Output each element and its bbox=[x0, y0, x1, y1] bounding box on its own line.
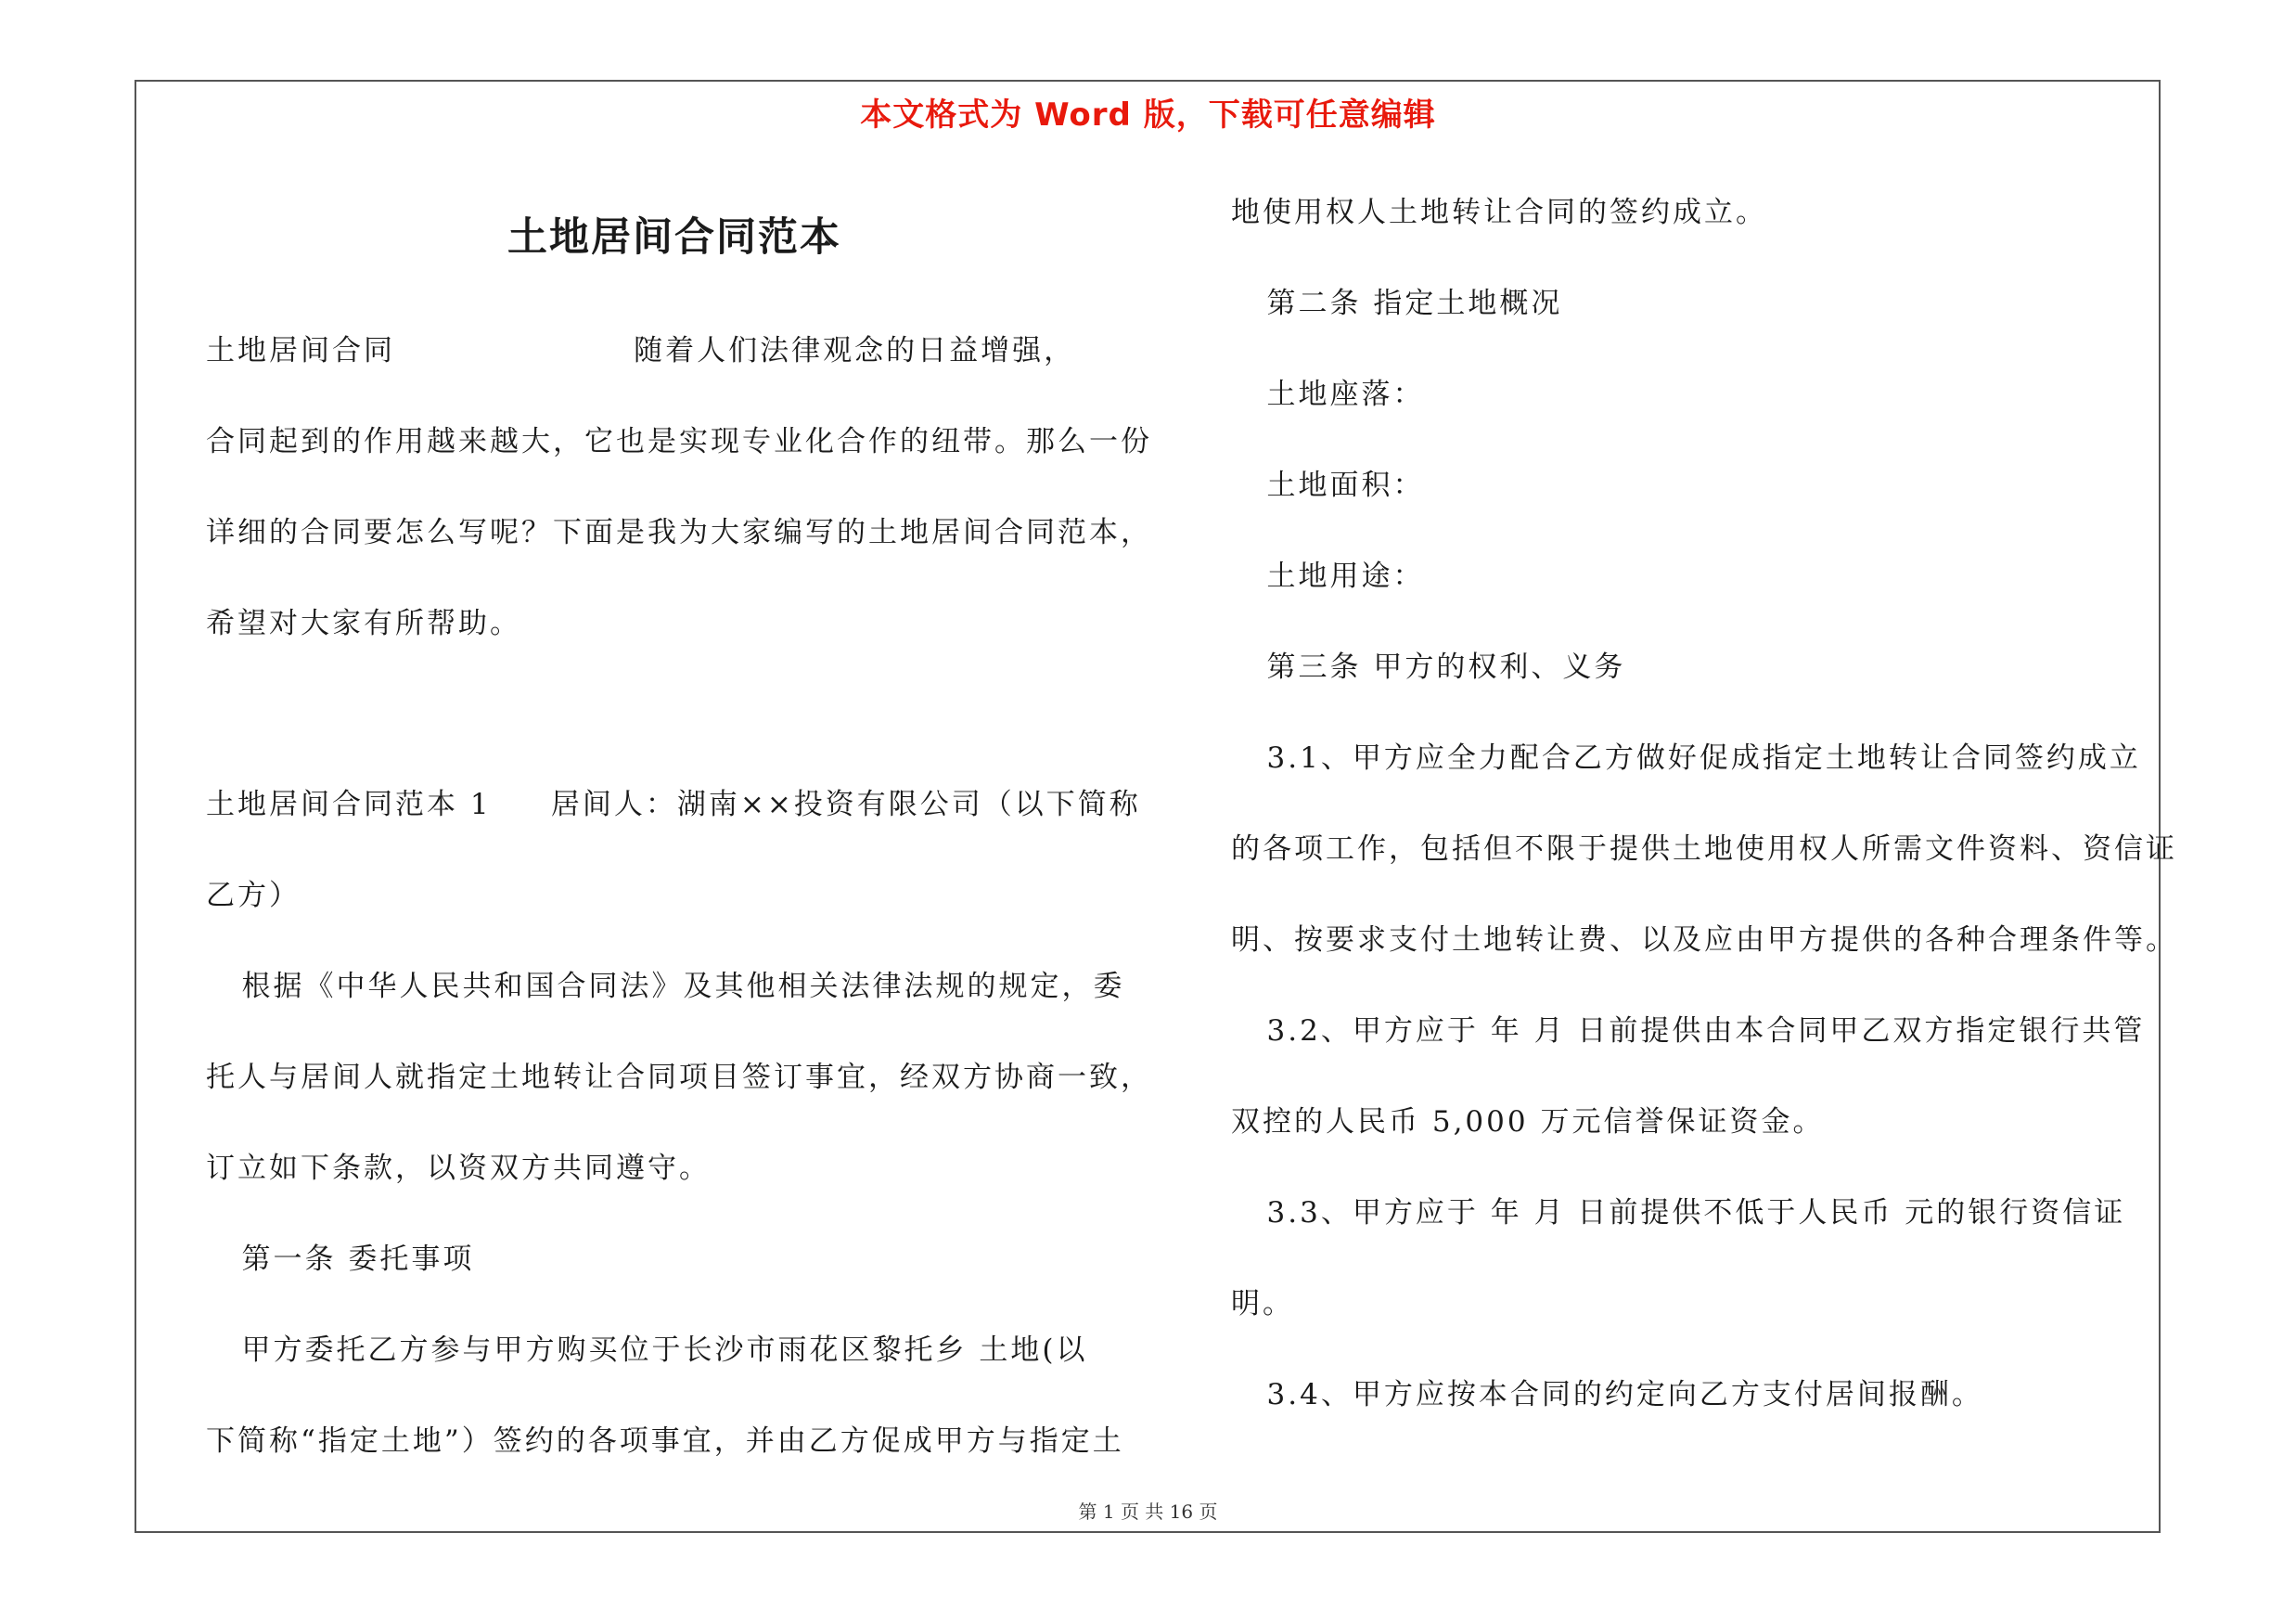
right-line: 明、按要求支付土地转让费、以及应由甲方提供的各种合理条件等。 bbox=[1231, 923, 2177, 957]
left-line: 土地居间合同范本 1 居间人：湖南××投资有限公司（以下简称 bbox=[206, 788, 1141, 821]
left-line: 订立如下条款，以资双方共同遵守。 bbox=[206, 1152, 711, 1185]
right-line: 3.1、甲方应全力配合乙方做好促成指定土地转让合同签约成立 bbox=[1231, 741, 2141, 775]
left-line: 甲方委托乙方参与甲方购买位于长沙市雨花区黎托乡 土地(以 bbox=[206, 1333, 1088, 1367]
right-line: 明。 bbox=[1231, 1287, 1294, 1320]
left-line: 合同起到的作用越来越大，它也是实现专业化合作的纽带。那么一份 bbox=[206, 425, 1152, 458]
right-line: 土地面积： bbox=[1231, 469, 1425, 502]
left-line: 土地居间合同 随着人们法律观念的日益增强， bbox=[206, 334, 1076, 367]
left-line: 详细的合同要怎么写呢？下面是我为大家编写的土地居间合同范本， bbox=[206, 516, 1152, 549]
left-line: 托人与居间人就指定土地转让合同项目签订事宜，经双方协商一致， bbox=[206, 1061, 1152, 1094]
right-line: 土地座落： bbox=[1231, 378, 1425, 411]
right-line: 双控的人民币 5,000 万元信誉保证资金。 bbox=[1231, 1105, 1825, 1139]
right-line: 地使用权人土地转让合同的签约成立。 bbox=[1231, 196, 1767, 229]
right-line: 3.4、甲方应按本合同的约定向乙方支付居间报酬。 bbox=[1231, 1378, 1983, 1411]
left-line: 希望对大家有所帮助。 bbox=[206, 607, 521, 640]
left-line: 下简称“指定土地”）签约的各项事宜，并由乙方促成甲方与指定土 bbox=[206, 1424, 1124, 1458]
word-format-banner: 本文格式为 Word 版，下载可任意编辑 bbox=[860, 97, 1436, 134]
right-line: 第二条 指定土地概况 bbox=[1231, 287, 1563, 320]
right-line: 第三条 甲方的权利、义务 bbox=[1231, 650, 1626, 684]
right-line: 3.3、甲方应于 年 月 日前提供不低于人民币 元的银行资信证 bbox=[1231, 1196, 2126, 1230]
left-line: 第一条 委托事项 bbox=[206, 1243, 475, 1276]
right-line: 的各项工作，包括但不限于提供土地使用权人所需文件资料、资信证 bbox=[1231, 832, 2177, 866]
page-number-footer: 第 1 页 共 16 页 bbox=[1078, 1501, 1218, 1523]
right-line: 3.2、甲方应于 年 月 日前提供由本合同甲乙双方指定银行共管 bbox=[1231, 1014, 2146, 1048]
document-title: 土地居间合同范本 bbox=[507, 214, 841, 261]
right-line: 土地用途： bbox=[1231, 560, 1425, 593]
left-line: 乙方） bbox=[206, 879, 301, 912]
left-line: 根据《中华人民共和国合同法》及其他相关法律法规的规定，委 bbox=[206, 970, 1125, 1003]
